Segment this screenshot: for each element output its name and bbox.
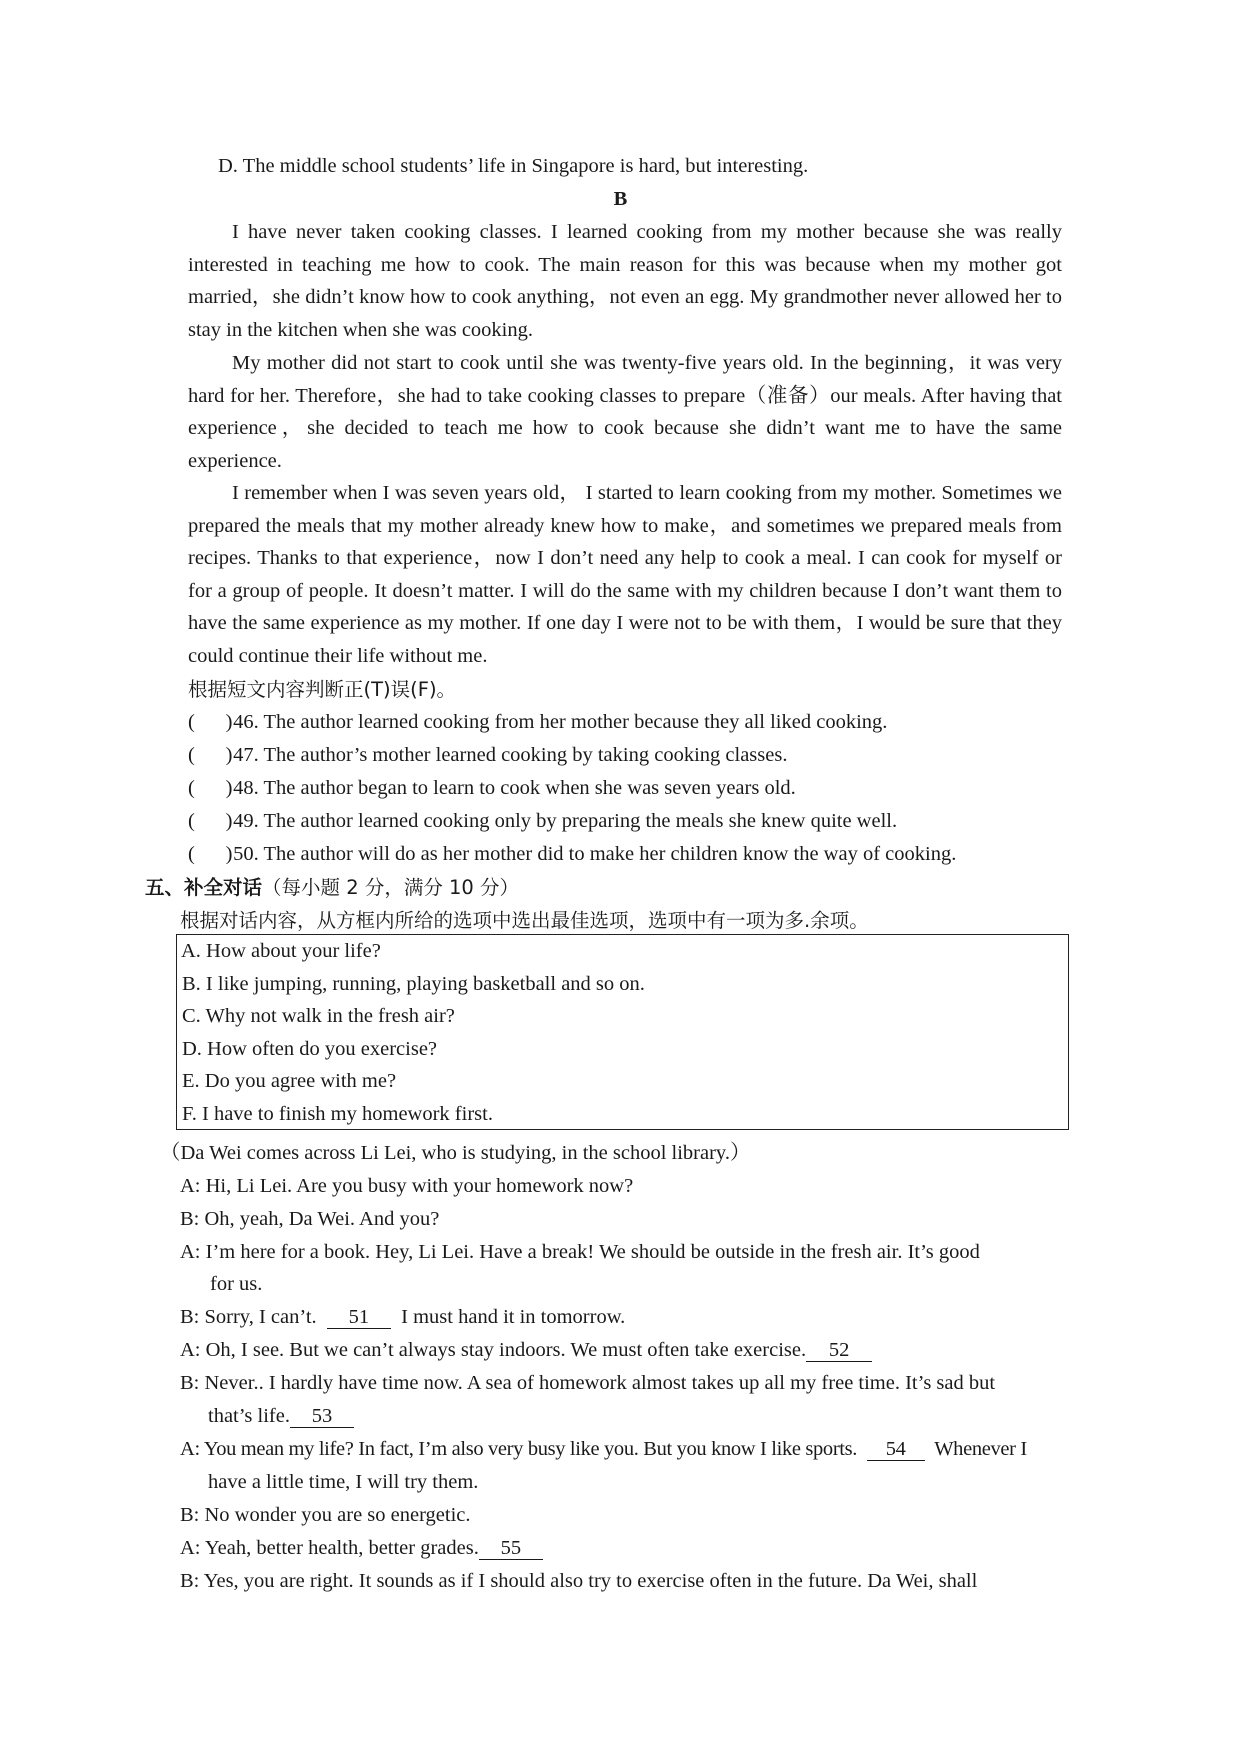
answer-paren[interactable]: ( )	[188, 711, 233, 733]
section-5-score-note: （每小题 2 分，满分 10 分）	[262, 876, 520, 899]
passage-b-paragraph-1: I have never taken cooking classes. I learned cooking from my mother because she was really interested in teaching me how to cook. The main reason for this was because when my mother got married，she didn’t know how to cook anything，not even an egg. My grandmother never allowed her to stay in the kitchen when she was cooking.	[188, 221, 1062, 341]
answer-paren[interactable]: ( )	[188, 810, 233, 832]
question-text: 47. The author’s mother learned cooking by taking cooking classes.	[233, 744, 788, 766]
blank-55[interactable]: 55	[479, 1537, 543, 1560]
dialogue-line-8: B: No wonder you are so energetic.	[180, 1504, 471, 1526]
dialogue-line-7: A: You mean my life? In fact, I’m also very busy like you. But you know I like sports. 54 Whenever I	[180, 1438, 1027, 1460]
section-5-header	[145, 871, 519, 904]
blank-53[interactable]: 53	[290, 1405, 354, 1428]
dialogue-line-4: B: Sorry, I can’t. 51 I must hand it in tomorrow.	[180, 1306, 626, 1328]
blank-54[interactable]: 54	[867, 1438, 925, 1461]
section-5-title: 五、补全对话	[145, 876, 263, 899]
question-46	[188, 706, 887, 739]
option-b: B. I like jumping, running, playing basketball and so on.	[182, 973, 645, 995]
dialogue-line-6: B: Never.. I hardly have time now. A sea of homework almost takes up all my free time. It’s sad but	[180, 1372, 996, 1394]
dialogue-line-7-cont: have a little time, I will try them.	[208, 1471, 479, 1493]
question-48	[188, 772, 796, 805]
option-e: E. Do you agree with me?	[182, 1070, 397, 1092]
option-d: D. How often do you exercise?	[182, 1038, 438, 1060]
passage-a-option-d: D. The middle school students’ life in Singapore is hard, but interesting.	[218, 155, 809, 177]
options-box	[176, 934, 1069, 1130]
passage-b-paragraph-2: My mother did not start to cook until she was twenty-five years old. In the beginning，it was very hard for her. Therefore，she had to take cooking classes to prepare（准备）our meals. After having that experience，she decided to teach me how to cook because she didn’t want me to have the same experience.	[188, 352, 1062, 472]
dialogue-line-2: B: Oh, yeah, Da Wei. And you?	[180, 1208, 440, 1230]
question-text: 49. The author learned cooking only by preparing the meals she knew quite well.	[233, 810, 898, 832]
passage-b-paragraph-3: I remember when I was seven years old， I started to learn cooking from my mother. Sometimes we prepared the meals that my mother already knew how to make，and sometimes we prepared meals from recipes. Thanks to that experience，now I don’t need any help to cook a meal. I can cook for myself or for a group of people. It doesn’t matter. I will do the same with my children because I don’t want them to have the same experience as my mother. If one day I were not to be with them，I would be sure that they could continue their life without me.	[188, 482, 1062, 667]
dialogue-line-6-cont: that’s life. 53	[208, 1400, 354, 1433]
question-text: 46. The author learned cooking from her mother because they all liked cooking.	[233, 711, 888, 733]
question-text: 48. The author began to learn to cook when she was seven years old.	[233, 777, 796, 799]
passage-b-heading: B	[613, 188, 628, 210]
dialogue-scene: （Da Wei comes across Li Lei, who is studying, in the school library.）	[160, 1142, 751, 1164]
blank-52[interactable]: 52	[806, 1339, 872, 1362]
question-text: 50. The author will do as her mother did to make her children know the way of cooking.	[233, 843, 957, 865]
dialogue-line-3-cont: for us.	[210, 1273, 263, 1295]
option-c: C. Why not walk in the fresh air?	[182, 1005, 455, 1027]
answer-paren[interactable]: ( )	[188, 843, 233, 865]
option-f: F. I have to finish my homework first.	[182, 1103, 493, 1125]
dialogue-line-5: A: Oh, I see. But we can’t always stay indoors. We must often take exercise. 52	[180, 1334, 872, 1367]
option-a: A. How about your life?	[181, 940, 381, 962]
section-5-instruction: 根据对话内容，从方框内所给的选项中选出最佳选项，选项中有一项为多.余项。	[180, 909, 869, 932]
dialogue-line-9: A: Yeah, better health, better grades. 55	[180, 1532, 543, 1565]
question-49	[188, 805, 897, 838]
tf-instruction: 根据短文内容判断正(T)误(F)。	[188, 678, 457, 701]
answer-paren[interactable]: ( )	[188, 744, 233, 766]
question-47	[188, 739, 787, 772]
dialogue-line-10: B: Yes, you are right. It sounds as if I should also try to exercise often in the future. Da Wei, shall	[180, 1570, 978, 1592]
question-50	[188, 838, 956, 871]
dialogue-line-3: A: I’m here for a book. Hey, Li Lei. Have a break! We should be outside in the fresh air. It’s good	[180, 1241, 980, 1263]
answer-paren[interactable]: ( )	[188, 777, 233, 799]
blank-51[interactable]: 51	[327, 1306, 391, 1329]
dialogue-line-1: A: Hi, Li Lei. Are you busy with your homework now?	[180, 1175, 634, 1197]
